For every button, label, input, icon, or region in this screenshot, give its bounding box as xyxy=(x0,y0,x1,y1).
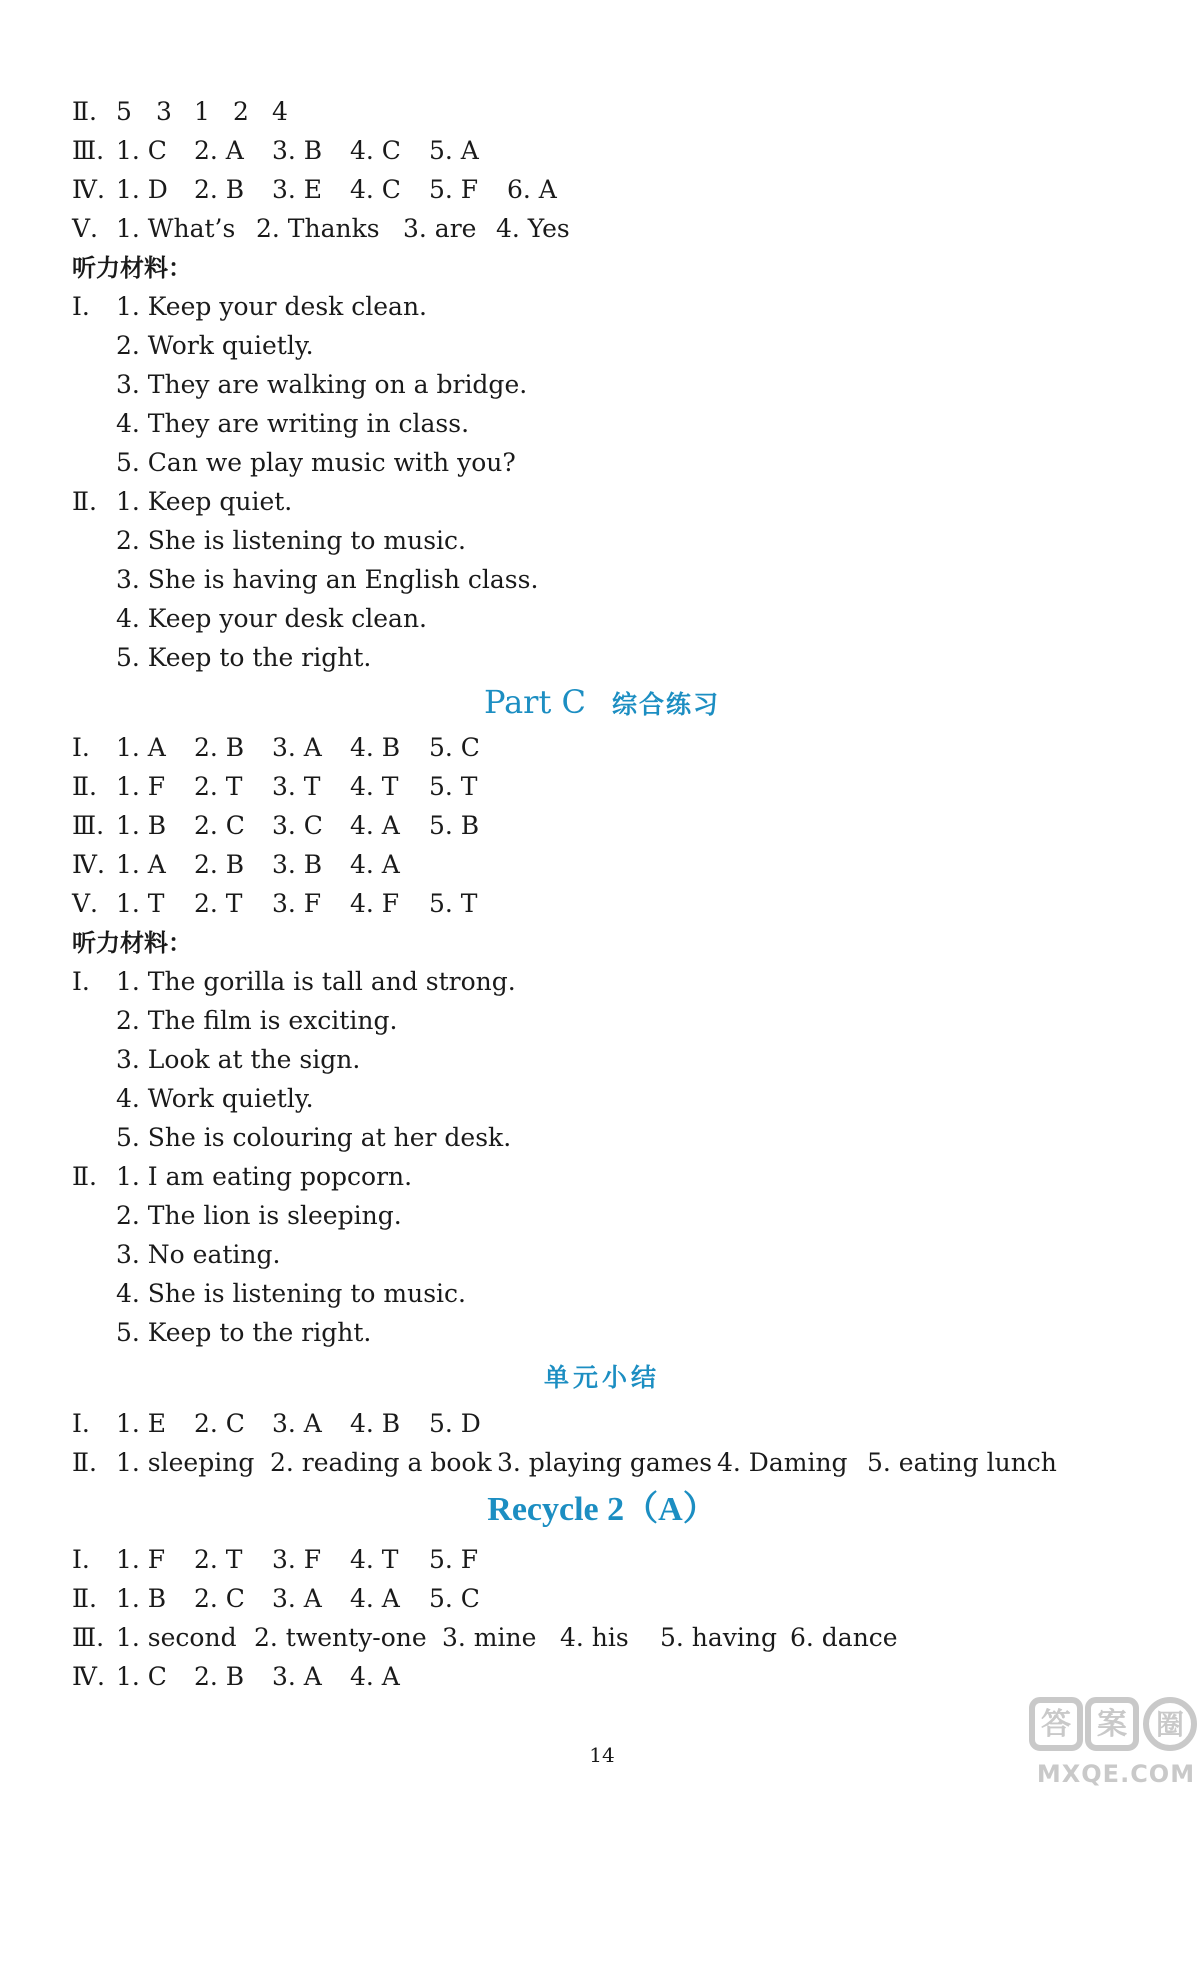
answer-row: Ⅲ. 1. B 2. C 3. C 4. A 5. B xyxy=(0,806,1204,846)
answer-row: Ⅳ. 1. C 2. B 3. A 4. A xyxy=(0,1657,1204,1697)
row-label: Ⅴ. xyxy=(72,889,99,918)
transcript-line: 4. They are writing in class. xyxy=(116,409,470,438)
transcript-line: 2. Work quietly. xyxy=(116,331,314,360)
row-label: Ⅲ. xyxy=(72,811,105,840)
watermark-icon xyxy=(1024,1690,1200,1790)
listening-heading: 听力材料： xyxy=(72,929,192,957)
answer-row: Ⅱ. 1. F 2. T 3. T 4. T 5. T xyxy=(0,767,1204,807)
section-title-unit-summary: 单元小结 xyxy=(543,1363,660,1392)
row-label: Ⅳ. xyxy=(72,1662,105,1691)
transcript-line: 3. Look at the sign. xyxy=(116,1045,361,1074)
transcript-line: Ⅰ. 1. The gorilla is tall and strong. xyxy=(0,962,1204,1002)
row-label: Ⅰ. xyxy=(72,967,90,996)
transcript-line: 5. Keep to the right. xyxy=(116,1318,372,1347)
answer-row: Ⅴ. 1. T 2. T 3. F 4. F 5. T xyxy=(0,884,1204,924)
transcript-line: 3. They are walking on a bridge. xyxy=(116,370,528,399)
transcript-line: 3. She is having an English class. xyxy=(116,565,539,594)
transcript-line: Ⅱ. 1. Keep quiet. xyxy=(0,482,1204,522)
row-label: Ⅴ. xyxy=(72,214,99,243)
transcript-line: 5. Keep to the right. xyxy=(116,643,372,672)
transcript-line: 2. The lion is sleeping. xyxy=(116,1201,402,1230)
row-label: Ⅰ. xyxy=(72,292,90,321)
answer-row: Ⅱ. 1. B 2. C 3. A 4. A 5. C xyxy=(0,1579,1204,1619)
row-label: Ⅱ. xyxy=(72,97,97,126)
listening-heading: 听力材料： xyxy=(72,254,192,282)
row-label: Ⅱ. xyxy=(72,1162,97,1191)
answer-row: Ⅰ. 1. E 2. C 3. A 4. B 5. D xyxy=(0,1404,1204,1444)
answer-row: Ⅱ. 1. sleeping 2. reading a book 3. playing games 4. Daming 5. eating lunch xyxy=(0,1443,1204,1483)
row-label: Ⅲ. xyxy=(72,136,105,165)
transcript-line: 3. No eating. xyxy=(116,1240,281,1269)
transcript-line: 2. The film is exciting. xyxy=(116,1006,398,1035)
watermark-domain: MXQE.COM xyxy=(1036,1760,1196,1788)
transcript-line: Ⅱ. 1. I am eating popcorn. xyxy=(0,1157,1204,1197)
watermark-char: 答 xyxy=(1041,1707,1071,1742)
row-label: Ⅳ. xyxy=(72,175,105,204)
answer-row: Ⅳ. 1. A 2. B 3. B 4. A xyxy=(0,845,1204,885)
answer-row: Ⅰ. 1. A 2. B 3. A 4. B 5. C xyxy=(0,728,1204,768)
row-label: Ⅳ. xyxy=(72,850,105,879)
watermark-char: 案 xyxy=(1097,1707,1127,1742)
answer-row: Ⅱ. 5 3 1 2 4 xyxy=(0,92,1204,132)
answer-row: Ⅲ. 1. second 2. twenty-one 3. mine 4. his 5. having 6. dance xyxy=(0,1618,1204,1658)
transcript-line: 4. Work quietly. xyxy=(116,1084,314,1113)
row-label: Ⅱ. xyxy=(72,772,97,801)
section-title-part-c: Part C 综合练习 xyxy=(484,683,720,721)
transcript-line: 4. She is listening to music. xyxy=(116,1279,466,1308)
answer-row: Ⅳ. 1. D 2. B 3. E 4. C 5. F 6. A xyxy=(0,170,1204,210)
transcript-line: 5. She is colouring at her desk. xyxy=(116,1123,512,1152)
transcript-line: 5. Can we play music with you? xyxy=(116,448,516,477)
answer-row: Ⅰ. 1. F 2. T 3. F 4. T 5. F xyxy=(0,1540,1204,1580)
transcript-line: Ⅰ. 1. Keep your desk clean. xyxy=(0,287,1204,327)
page-number: 14 xyxy=(589,1743,615,1767)
answer-row: Ⅲ. 1. C 2. A 3. B 4. C 5. A xyxy=(0,131,1204,171)
row-label: Ⅰ. xyxy=(72,1545,90,1574)
answer-row: Ⅴ. 1. What’s 2. Thanks 3. are 4. Yes xyxy=(0,209,1204,249)
watermark-char: 圈 xyxy=(1155,1708,1185,1741)
row-label: Ⅲ. xyxy=(72,1623,105,1652)
row-label: Ⅱ. xyxy=(72,487,97,516)
watermark-logo xyxy=(1024,1690,1200,1790)
row-label: Ⅰ. xyxy=(72,1409,90,1438)
section-title-recycle: Recycle 2（A） xyxy=(487,1491,717,1528)
row-label: Ⅰ. xyxy=(72,733,90,762)
transcript-line: 2. She is listening to music. xyxy=(116,526,466,555)
row-label: Ⅱ. xyxy=(72,1584,97,1613)
row-label: Ⅱ. xyxy=(72,1448,97,1477)
transcript-line: 4. Keep your desk clean. xyxy=(116,604,427,633)
